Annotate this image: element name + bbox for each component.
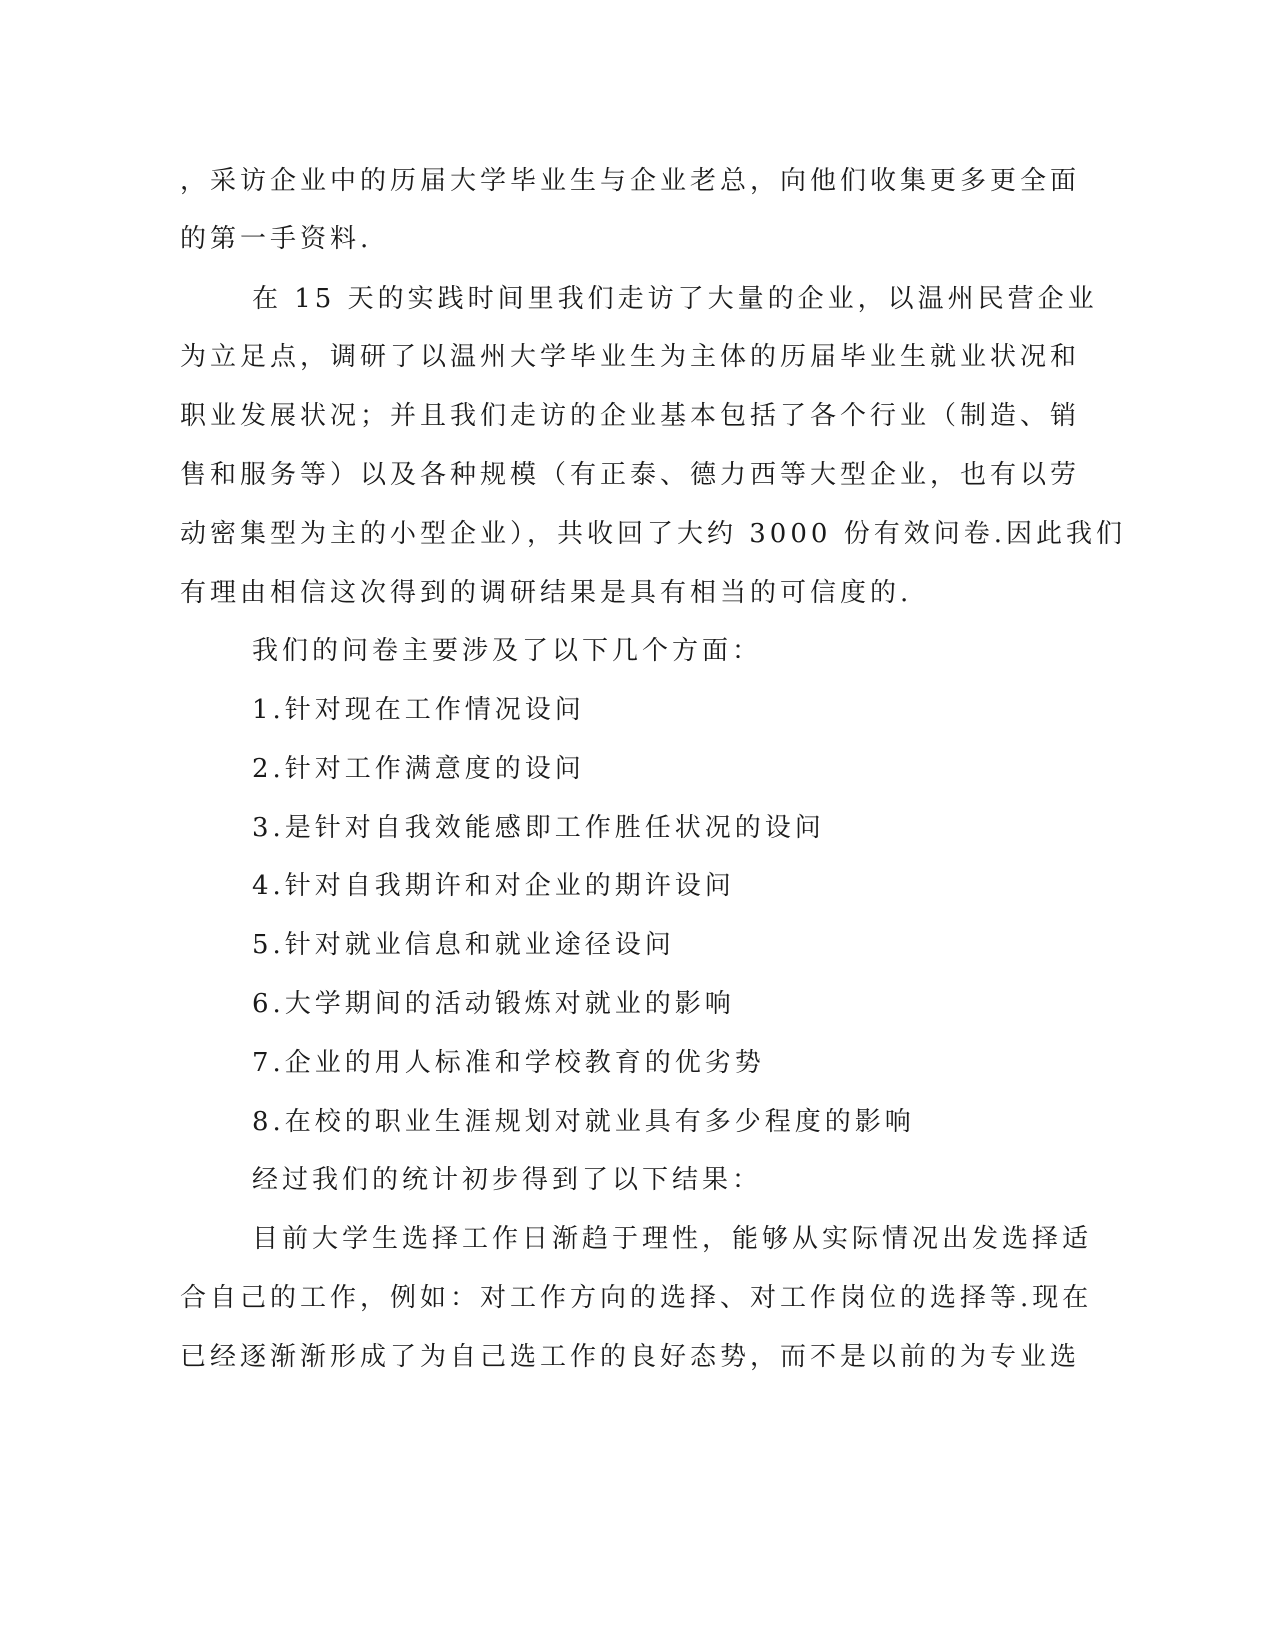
paragraph-line: 我们的问卷主要涉及了以下几个方面： <box>252 636 763 666</box>
list-item: 4.针对自我期许和对企业的期许设问 <box>252 871 735 901</box>
paragraph-line: 目前大学生选择工作日渐趋于理性，能够从实际情况出发选择适 <box>252 1224 1093 1254</box>
paragraph-line: 经过我们的统计初步得到了以下结果： <box>252 1165 763 1195</box>
body-text-line: 动密集型为主的小型企业），共收回了大约 3000 份有效问卷.因此我们 <box>180 519 1126 549</box>
body-text-line: 合自己的工作，例如：对工作方向的选择、对工作岗位的选择等.现在 <box>180 1283 1093 1313</box>
body-text-line: 已经逐渐渐形成了为自己选工作的良好态势，而不是以前的为专业选 <box>180 1342 1081 1372</box>
list-item: 7.企业的用人标准和学校教育的优劣势 <box>252 1048 765 1078</box>
body-text-line: 售和服务等）以及各种规模（有正泰、德力西等大型企业，也有以劳 <box>180 460 1081 490</box>
body-text-line: ，采访企业中的历届大学毕业生与企业老总，向他们收集更多更全面 <box>180 166 1081 196</box>
list-item: 1.针对现在工作情况设问 <box>252 695 585 725</box>
body-text-line: 职业发展状况；并且我们走访的企业基本包括了各个行业（制造、销 <box>180 401 1081 431</box>
list-item: 2.针对工作满意度的设问 <box>252 754 585 784</box>
body-text-line: 的第一手资料. <box>180 224 373 254</box>
list-item: 3.是针对自我效能感即工作胜任状况的设问 <box>252 813 825 843</box>
list-item: 6.大学期间的活动锻炼对就业的影响 <box>252 989 735 1019</box>
paragraph-line: 在 15 天的实践时间里我们走访了大量的企业，以温州民营企业 <box>252 284 1098 314</box>
body-text-line: 为立足点，调研了以温州大学毕业生为主体的历届毕业生就业状况和 <box>180 342 1081 372</box>
list-item: 5.针对就业信息和就业途径设问 <box>252 930 675 960</box>
list-item: 8.在校的职业生涯规划对就业具有多少程度的影响 <box>252 1107 915 1137</box>
body-text-line: 有理由相信这次得到的调研结果是具有相当的可信度的. <box>180 578 913 608</box>
